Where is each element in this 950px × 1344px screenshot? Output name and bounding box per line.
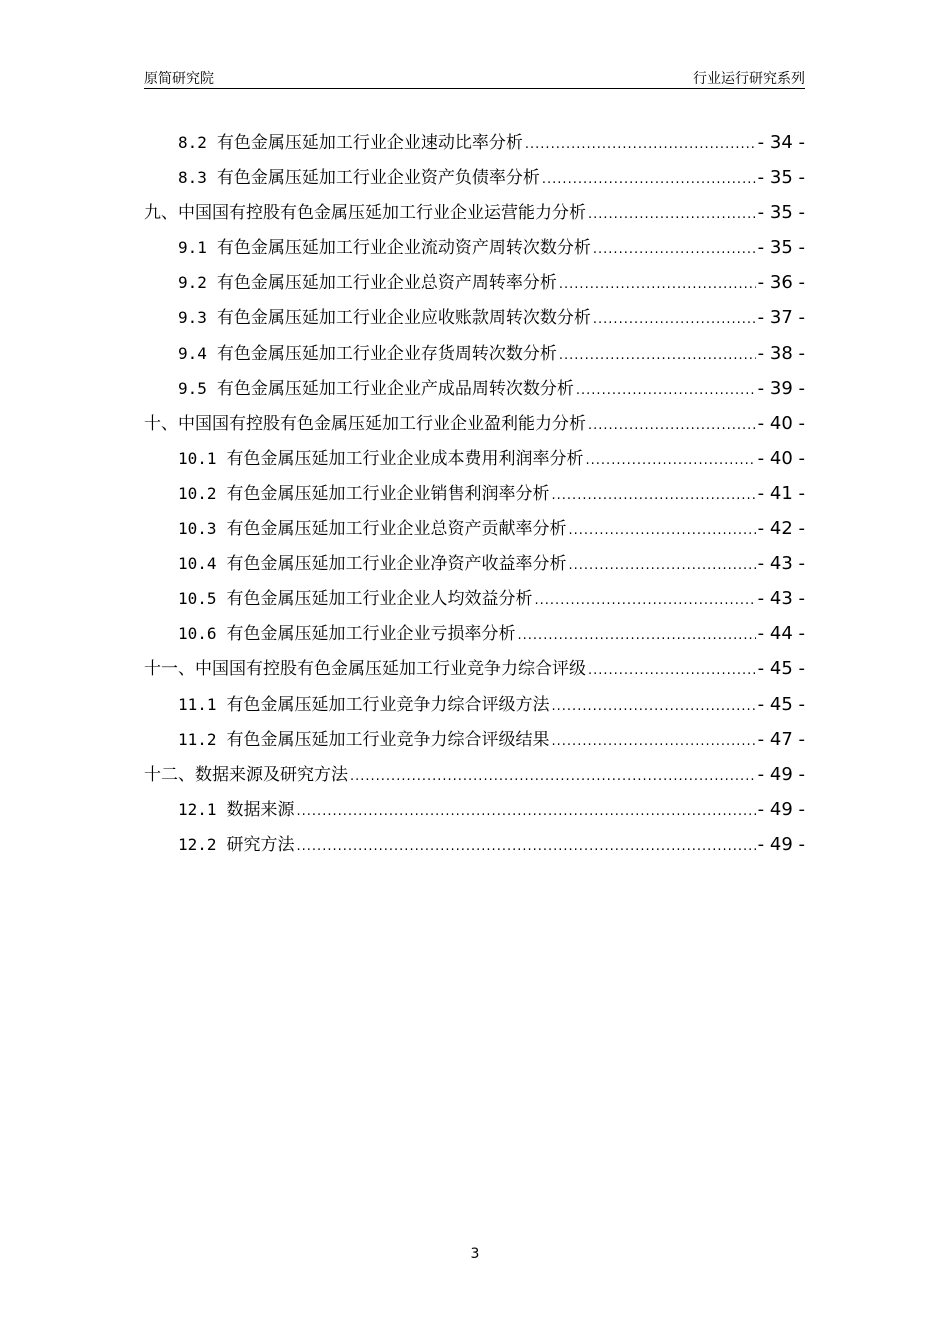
toc-entry[interactable]: [144, 549, 805, 584]
toc-entry[interactable]: [144, 374, 805, 409]
toc-entry-number: 12.1: [178, 799, 217, 819]
toc-entry-title: 有色金属压延加工行业企业速动比率分析: [216, 133, 523, 153]
toc-entry-title: 十一、中国国有控股有色金属压延加工行业竞争力综合评级: [144, 659, 586, 680]
toc-entry-title: 有色金属压延加工行业企业亏损率分析: [226, 624, 516, 645]
toc-entry-page: - 39 -: [757, 377, 805, 399]
toc-dot-leader: [588, 663, 756, 678]
toc-dot-leader: [518, 628, 756, 643]
toc-entry-title: 九、中国国有控股有色金属压延加工行业企业运营能力分析: [144, 203, 586, 224]
toc-dot-leader: [297, 839, 756, 854]
toc-entry-title: 有色金属压延加工行业企业总资产贡献率分析: [226, 519, 567, 540]
toc-dot-leader: [559, 348, 756, 363]
toc-entry[interactable]: [144, 233, 805, 268]
toc-entry-page: - 37 -: [757, 307, 805, 329]
toc-entry-number: 9.4: [178, 343, 207, 363]
toc-entry-page: - 44 -: [757, 623, 805, 645]
toc-entry-title: 有色金属压延加工行业企业应收账款周转次数分析: [216, 308, 591, 329]
toc-entry-title: 有色金属压延加工行业企业人均效益分析: [226, 589, 533, 610]
toc-dot-leader: [593, 312, 756, 327]
toc-dot-leader: [588, 207, 756, 222]
toc-entry-title: 十、中国国有控股有色金属压延加工行业企业盈利能力分析: [144, 413, 586, 434]
toc-entry-page: - 49 -: [757, 833, 805, 855]
toc-entry-page: - 49 -: [757, 798, 805, 820]
table-of-contents: [144, 128, 805, 865]
toc-entry[interactable]: [144, 760, 805, 795]
toc-entry[interactable]: [144, 690, 805, 725]
toc-entry-number: 9.3: [178, 308, 207, 328]
toc-entry-page: - 34 -: [757, 132, 805, 153]
toc-entry-title: 数据来源: [226, 799, 295, 820]
toc-entry-number: 10.6: [178, 624, 217, 644]
toc-entry[interactable]: [144, 198, 805, 233]
toc-entry-number: 9.2: [178, 273, 207, 293]
toc-entry-title: 有色金属压延加工行业竞争力综合评级方法: [226, 694, 550, 715]
toc-dot-leader: [552, 488, 756, 503]
toc-dot-leader: [350, 769, 756, 784]
toc-entry-title: 有色金属压延加工行业企业流动资产周转次数分析: [216, 238, 591, 259]
toc-entry[interactable]: [144, 268, 805, 303]
toc-dot-leader: [576, 383, 756, 398]
toc-entry[interactable]: [144, 830, 805, 865]
toc-dot-leader: [593, 242, 756, 257]
toc-entry[interactable]: [144, 479, 805, 514]
toc-entry[interactable]: [144, 725, 805, 760]
toc-entry-title: 有色金属压延加工行业企业总资产周转率分析: [216, 273, 557, 294]
toc-entry-page: - 49 -: [757, 763, 805, 785]
toc-entry[interactable]: [144, 619, 805, 654]
toc-entry-title: 有色金属压延加工行业企业存货周转次数分析: [216, 343, 557, 364]
toc-entry-page: - 42 -: [757, 518, 805, 540]
toc-entry-number: 10.2: [178, 483, 217, 503]
toc-entry-page: - 40 -: [757, 412, 805, 434]
toc-entry-page: - 45 -: [757, 658, 805, 680]
toc-entry-title: 有色金属压延加工行业企业销售利润率分析: [226, 483, 550, 504]
toc-entry-page: - 40 -: [757, 447, 805, 469]
toc-dot-leader: [569, 523, 756, 538]
toc-dot-leader: [559, 277, 756, 292]
toc-entry[interactable]: [144, 654, 805, 689]
toc-entry-title: 有色金属压延加工行业企业净资产收益率分析: [226, 554, 567, 575]
toc-entry-page: - 41 -: [757, 482, 805, 504]
toc-entry-page: - 35 -: [757, 237, 805, 259]
toc-entry-number: 11.1: [178, 694, 217, 714]
toc-entry-number: 8.2: [178, 133, 207, 152]
toc-entry-page: - 36 -: [757, 272, 805, 294]
toc-entry-title: 有色金属压延加工行业竞争力综合评级结果: [226, 729, 550, 750]
toc-entry[interactable]: [144, 339, 805, 374]
toc-entry-number: 12.2: [178, 834, 217, 854]
toc-entry-number: 8.3: [178, 168, 207, 188]
toc-entry[interactable]: [144, 584, 805, 619]
toc-entry-number: 9.5: [178, 378, 207, 398]
toc-entry[interactable]: [144, 163, 805, 198]
toc-entry-page: - 45 -: [757, 693, 805, 715]
toc-entry-page: - 38 -: [757, 342, 805, 364]
header-publisher: 原简研究院: [144, 71, 214, 87]
toc-entry-title: 有色金属压延加工行业企业成本费用利润率分析: [226, 448, 584, 469]
toc-entry-number: 10.5: [178, 589, 217, 609]
toc-entry-number: 10.3: [178, 519, 217, 539]
toc-entry-number: 10.1: [178, 448, 217, 468]
toc-dot-leader: [525, 137, 756, 152]
toc-dot-leader: [552, 734, 756, 749]
page-header: [144, 64, 805, 89]
toc-entry[interactable]: [144, 409, 805, 444]
toc-dot-leader: [297, 804, 756, 819]
toc-entry-page: - 43 -: [757, 588, 805, 610]
toc-entry[interactable]: [144, 128, 805, 163]
toc-entry-page: - 35 -: [757, 202, 805, 224]
toc-entry[interactable]: [144, 303, 805, 338]
toc-entry-page: - 47 -: [757, 728, 805, 750]
page-number: 3: [470, 1246, 480, 1262]
toc-entry-title: 有色金属压延加工行业企业产成品周转次数分析: [216, 378, 574, 399]
toc-dot-leader: [588, 418, 756, 433]
toc-entry[interactable]: [144, 514, 805, 549]
toc-dot-leader: [535, 593, 756, 608]
toc-entry-title: 研究方法: [226, 834, 295, 855]
toc-entry-title: 有色金属压延加工行业企业资产负债率分析: [216, 168, 540, 189]
toc-entry-page: - 35 -: [757, 167, 805, 189]
toc-entry-number: 10.4: [178, 554, 217, 574]
header-series: 行业运行研究系列: [693, 71, 805, 87]
toc-entry[interactable]: [144, 795, 805, 830]
toc-entry-title: 十二、数据来源及研究方法: [144, 764, 348, 785]
toc-entry-number: 9.1: [178, 238, 207, 258]
toc-entry-number: 11.2: [178, 729, 217, 749]
toc-entry-page: - 43 -: [757, 553, 805, 575]
toc-dot-leader: [542, 172, 756, 187]
toc-dot-leader: [552, 699, 756, 714]
toc-dot-leader: [569, 558, 756, 573]
toc-entry[interactable]: [144, 444, 805, 479]
toc-dot-leader: [586, 453, 756, 468]
